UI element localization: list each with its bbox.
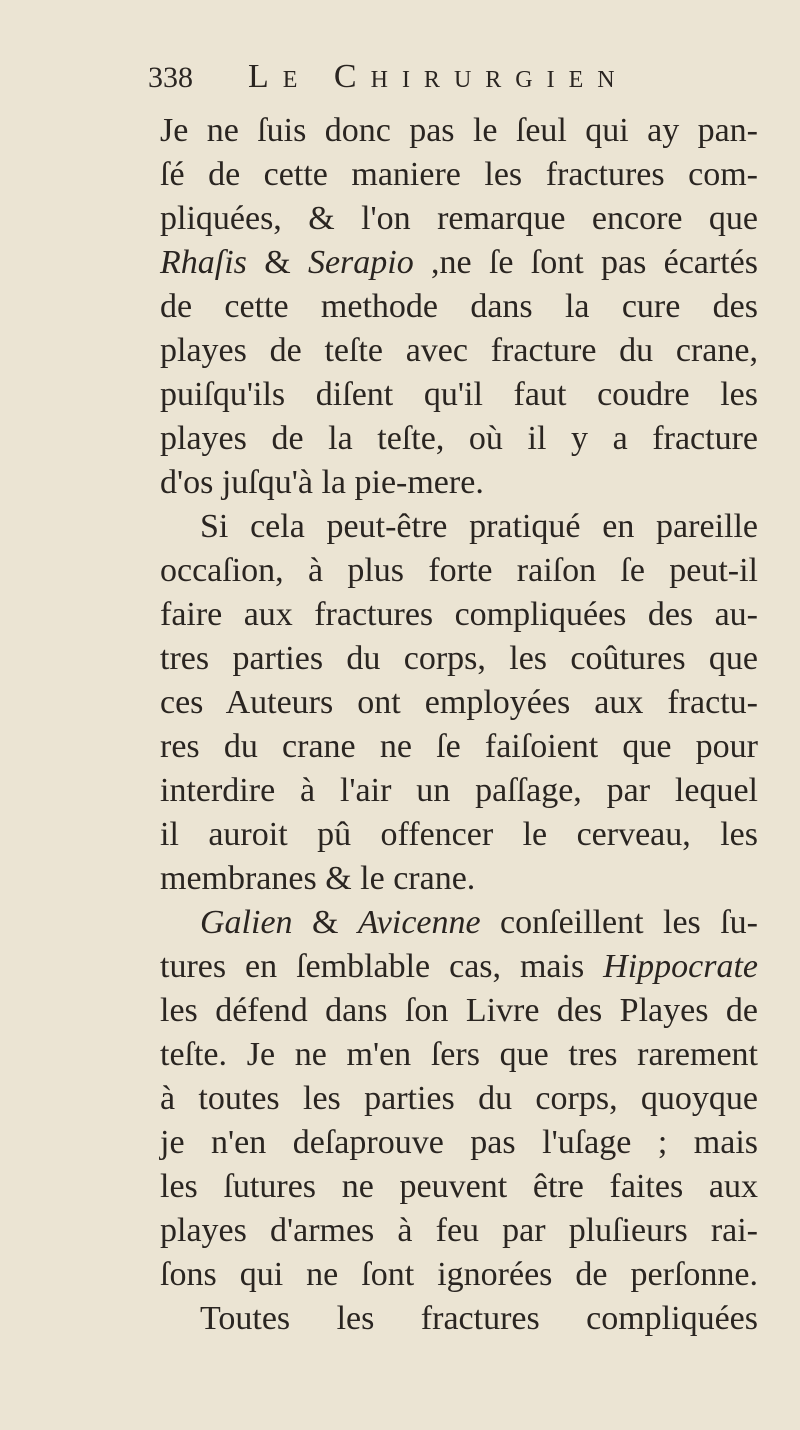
italic-name: Avicenne	[357, 904, 481, 941]
text-fragment: &	[246, 244, 308, 281]
text-line: à toutes les parties du corps, quoyque	[160, 1080, 758, 1117]
text-fragment: conſeillent les ſu-	[480, 904, 759, 941]
text-line: membranes & le crane.	[160, 860, 476, 897]
page-number: 338	[148, 61, 193, 94]
text-line: de cette methode dans la cure des	[160, 288, 758, 325]
text-line: teſte. Je ne m'en ſers que tres rarement	[160, 1036, 758, 1073]
text-line	[160, 240, 758, 286]
running-title: Le Chirurgien	[248, 58, 629, 95]
page-header	[148, 58, 708, 108]
text-line: occaſion, à plus forte raiſon ſe peut-il	[160, 552, 758, 589]
text-fragment: &	[292, 904, 358, 941]
text-line: tres parties du corps, les coûtures que	[160, 640, 758, 677]
italic-name: Serapio	[307, 244, 414, 281]
text-line: playes de teſte avec fracture du crane,	[160, 332, 758, 369]
text-line: puiſqu'ils diſent qu'il faut coudre les	[160, 376, 758, 413]
italic-name: Galien	[200, 904, 293, 941]
text-line: playes d'armes à feu par pluſieurs rai-	[160, 1212, 758, 1249]
text-fragment: tures en ſemblable cas, mais	[160, 948, 604, 985]
text-line: ces Auteurs ont employées aux fractu-	[160, 684, 758, 721]
text-line: ſons qui ne ſont ignorées de perſonne.	[160, 1256, 758, 1293]
text-fragment: ,ne ſe ſont pas écartés	[413, 244, 758, 281]
text-line: Toutes les fractures compliquées	[200, 1300, 758, 1337]
text-line: Si cela peut-être pratiqué en pareille	[200, 508, 758, 545]
text-line: interdire à l'air un paſſage, par lequel	[160, 772, 758, 809]
text-line: pliquées, & l'on remarque encore que	[160, 200, 758, 237]
text-line	[160, 944, 758, 990]
text-line	[200, 900, 758, 946]
text-line: Je ne ſuis donc pas le ſeul qui ay pan-	[160, 112, 758, 149]
italic-name: Hippocrate	[603, 948, 758, 985]
text-line: je n'en deſaprouve pas l'uſage ; mais	[160, 1124, 758, 1161]
text-line: playes de la teſte, où il y a fracture	[160, 420, 758, 457]
text-line: les ſutures ne peuvent être faites aux	[160, 1168, 758, 1205]
text-line: ſé de cette maniere les fractures com-	[160, 156, 758, 193]
text-line: il auroit pû offencer le cerveau, les	[160, 816, 758, 853]
text-line: res du crane ne ſe faiſoient que pour	[160, 728, 758, 765]
text-line: d'os juſqu'à la pie-mere.	[160, 464, 484, 501]
text-line: les défend dans ſon Livre des Playes de	[160, 992, 758, 1029]
text-line: faire aux fractures compliquées des au-	[160, 596, 758, 633]
italic-name: Rhaſis	[160, 244, 247, 281]
